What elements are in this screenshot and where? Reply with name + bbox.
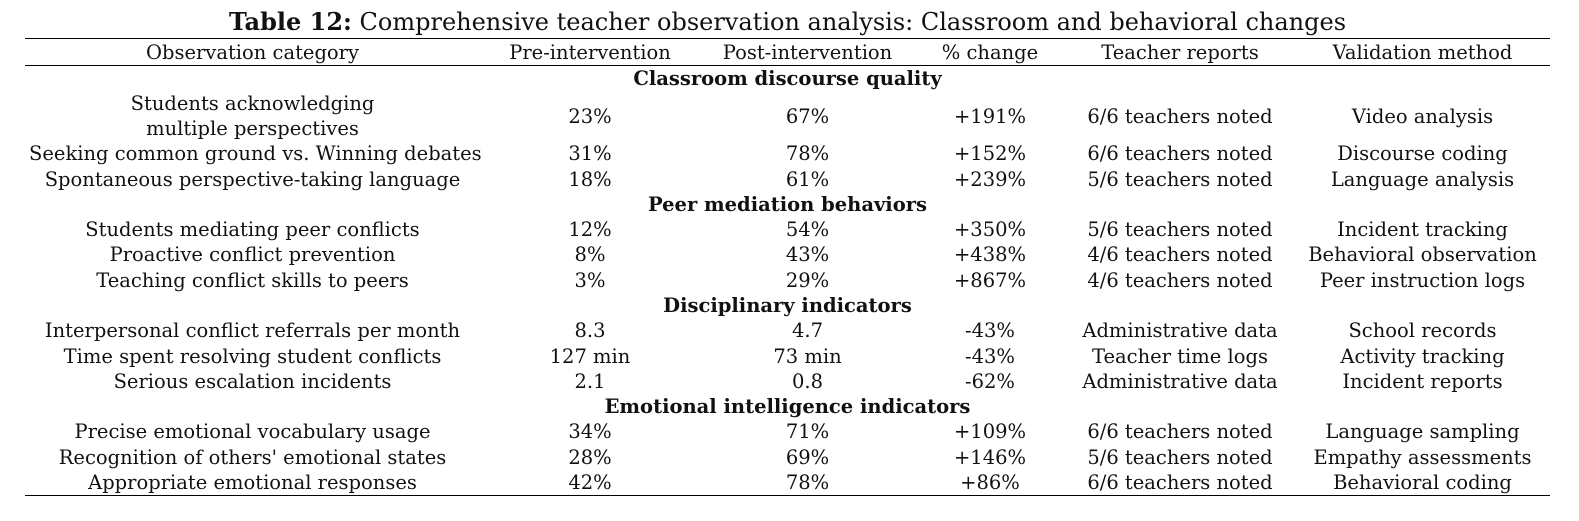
- cell-observation-category: Interpersonal conflict referrals per month: [44, 319, 461, 343]
- section-title: Disciplinary indicators: [663, 293, 912, 317]
- cell-post-intervention: 54%: [785, 217, 830, 241]
- cell-observation-category: Seeking common ground vs. Winning debates: [29, 142, 482, 166]
- cell-validation-method: Activity tracking: [1340, 344, 1505, 368]
- cell-observation-category: Precise emotional vocabulary usage: [74, 420, 431, 444]
- cell-post-intervention: 29%: [785, 268, 830, 292]
- table-container: [25, 6, 1550, 496]
- cell-teacher-reports: Teacher time logs: [1092, 344, 1268, 368]
- table-row: [25, 141, 1550, 166]
- section-title: Emotional intelligence indicators: [604, 395, 971, 419]
- table-row: [25, 166, 1550, 191]
- cell-observation-category: Serious escalation incidents: [113, 369, 392, 393]
- cell-pre-intervention: 2.1: [574, 369, 606, 393]
- cell-post-intervention: 78%: [785, 142, 830, 166]
- cell-validation-method: Discourse coding: [1337, 142, 1508, 166]
- cell-percent-change: +152%: [953, 142, 1027, 166]
- cell-percent-change: -43%: [965, 319, 1015, 343]
- cell-teacher-reports: 6/6 teachers noted: [1087, 142, 1273, 166]
- cell-observation-category: Appropriate emotional responses: [88, 471, 417, 495]
- cell-pre-intervention: 18%: [568, 167, 612, 191]
- cell-post-intervention: 78%: [785, 471, 830, 495]
- cell-observation-category: Teaching conflict skills to peers: [96, 268, 409, 292]
- table-row: [25, 242, 1550, 267]
- cell-percent-change: +86%: [960, 471, 1020, 495]
- cell-percent-change: +350%: [953, 217, 1027, 241]
- table-row: [25, 318, 1550, 343]
- cell-post-intervention: 4.7: [791, 319, 823, 343]
- cell-validation-method: Peer instruction logs: [1319, 268, 1526, 292]
- observation-table: [25, 38, 1550, 496]
- section-header-row: [25, 394, 1550, 419]
- cell-teacher-reports: 6/6 teachers noted: [1087, 420, 1273, 444]
- cell-teacher-reports: 6/6 teachers noted: [1087, 471, 1273, 495]
- cell-validation-method: Language sampling: [1325, 420, 1520, 444]
- cell-percent-change: +239%: [953, 167, 1027, 191]
- cell-teacher-reports: 4/6 teachers noted: [1087, 243, 1273, 267]
- header-pre-intervention: Pre-intervention: [509, 40, 671, 64]
- cell-pre-intervention: 127 min: [549, 344, 631, 368]
- cell-teacher-reports: 4/6 teachers noted: [1087, 268, 1273, 292]
- header-observation-category: Observation category: [145, 40, 360, 64]
- cell-post-intervention: 0.8: [791, 369, 823, 393]
- table-row: [25, 268, 1550, 293]
- table-caption: [25, 6, 1550, 38]
- cell-pre-intervention: 23%: [568, 104, 612, 128]
- cell-pre-intervention: 3%: [574, 268, 606, 292]
- section-header-row: [25, 293, 1550, 318]
- cell-observation-category: Proactive conflict prevention: [109, 243, 396, 267]
- table-row: [25, 217, 1550, 242]
- cell-percent-change: -62%: [965, 369, 1015, 393]
- cell-validation-method: Language analysis: [1330, 167, 1515, 191]
- cell-post-intervention: 69%: [785, 445, 830, 469]
- header-percent-change: % change: [941, 40, 1039, 64]
- cell-post-intervention: 71%: [785, 420, 830, 444]
- cell-pre-intervention: 8%: [574, 243, 606, 267]
- cell-percent-change: +867%: [953, 268, 1027, 292]
- cell-observation-category: Students acknowledging multiple perspectives: [130, 92, 375, 140]
- cell-validation-method: Behavioral coding: [1333, 471, 1512, 495]
- cell-pre-intervention: 31%: [568, 142, 612, 166]
- cell-post-intervention: 67%: [785, 104, 830, 128]
- caption-text: Comprehensive teacher observation analysis: Classroom and behavioral changes: [359, 8, 1347, 36]
- header-row: [25, 39, 1550, 66]
- section-title: Peer mediation behaviors: [648, 192, 927, 216]
- cell-validation-method: Behavioral observation: [1308, 243, 1537, 267]
- cell-post-intervention: 73 min: [773, 344, 842, 368]
- cell-teacher-reports: Administrative data: [1082, 369, 1278, 393]
- header-validation-method: Validation method: [1332, 40, 1513, 64]
- table-row: [25, 91, 1550, 141]
- section-header-row: [25, 66, 1550, 92]
- table-body: [25, 66, 1550, 496]
- cell-observation-category: Students mediating peer conflicts: [85, 217, 420, 241]
- cell-percent-change: +146%: [953, 445, 1027, 469]
- cell-percent-change: +191%: [953, 104, 1027, 128]
- cell-pre-intervention: 12%: [568, 217, 612, 241]
- caption-label: Table 12:: [228, 7, 352, 36]
- table-row: [25, 369, 1550, 394]
- cell-teacher-reports: 5/6 teachers noted: [1087, 167, 1273, 191]
- cell-validation-method: Incident tracking: [1337, 217, 1508, 241]
- table-row: [25, 419, 1550, 444]
- cell-pre-intervention: 8.3: [574, 319, 606, 343]
- cell-percent-change: +438%: [953, 243, 1027, 267]
- cell-pre-intervention: 42%: [568, 471, 612, 495]
- cell-teacher-reports: 6/6 teachers noted: [1087, 104, 1273, 128]
- cell-pre-intervention: 28%: [568, 445, 612, 469]
- table-row: [25, 343, 1550, 368]
- header-post-intervention: Post-intervention: [722, 40, 893, 64]
- cell-pre-intervention: 34%: [568, 420, 612, 444]
- cell-percent-change: +109%: [953, 420, 1027, 444]
- cell-observation-category: Recognition of others' emotional states: [58, 445, 447, 469]
- table-row: [25, 445, 1550, 470]
- header-teacher-reports: Teacher reports: [1101, 40, 1259, 64]
- cell-validation-method: Empathy assessments: [1313, 445, 1532, 469]
- section-title: Classroom discourse quality: [633, 67, 942, 90]
- cell-observation-category: Spontaneous perspective-taking language: [44, 167, 461, 191]
- cell-percent-change: -43%: [965, 344, 1015, 368]
- cell-teacher-reports: 5/6 teachers noted: [1087, 445, 1273, 469]
- cell-teacher-reports: 5/6 teachers noted: [1087, 217, 1273, 241]
- cell-post-intervention: 61%: [785, 167, 830, 191]
- cell-teacher-reports: Administrative data: [1082, 319, 1278, 343]
- cell-validation-method: Video analysis: [1351, 104, 1494, 128]
- cell-validation-method: School records: [1348, 319, 1497, 343]
- table-row: [25, 470, 1550, 496]
- cell-post-intervention: 43%: [785, 243, 830, 267]
- section-header-row: [25, 192, 1550, 217]
- cell-observation-category: Time spent resolving student conflicts: [63, 344, 442, 368]
- cell-validation-method: Incident reports: [1342, 369, 1503, 393]
